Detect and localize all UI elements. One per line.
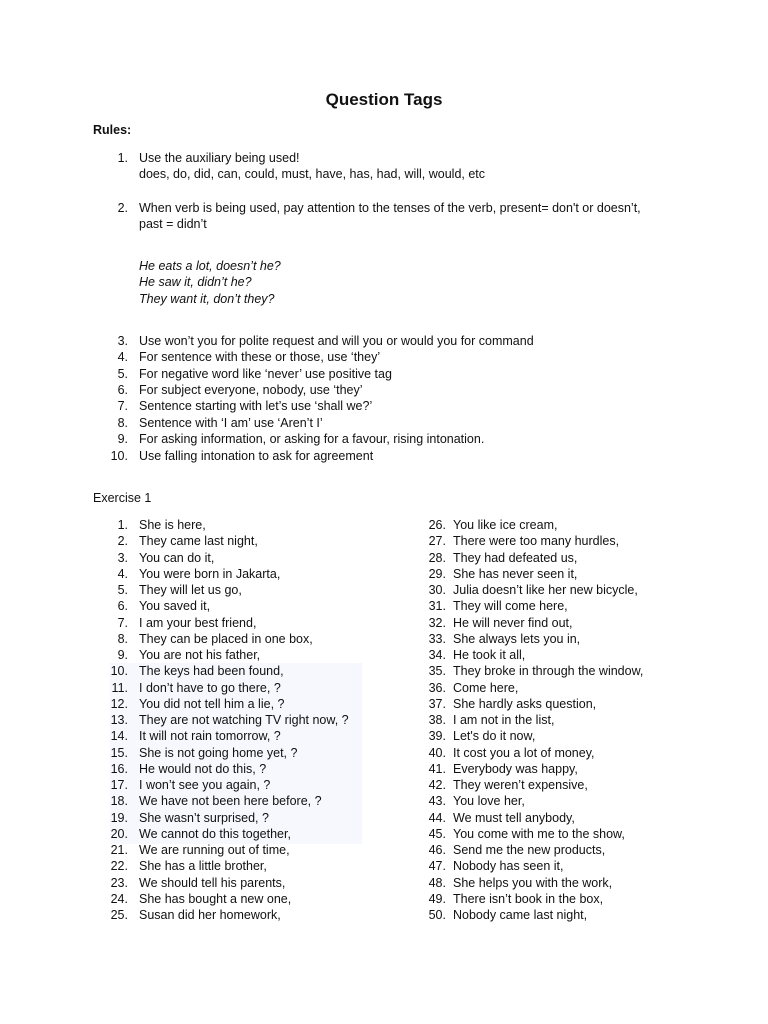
exercise-item (0, 517, 768, 533)
rule-number: 10. (110, 448, 128, 463)
rule-number: 3. (117, 334, 128, 348)
exercise-text: We must tell anybody, (453, 810, 575, 825)
exercise-text: Send me the new products, (453, 843, 606, 857)
exercise-text: They weren’t expensive, (453, 778, 588, 792)
exercise-text: They broke in through the window, (453, 664, 644, 679)
exercise-text: They will let us go, (139, 583, 242, 597)
exercise-item (0, 891, 768, 907)
exercise-number: 1. (117, 518, 128, 532)
exercise-text: Julia doesn’t like her new bicycle, (453, 583, 638, 597)
rule-number: 6. (117, 383, 128, 398)
exercise-text: He took it all, (453, 648, 526, 662)
exercise-number: 46. (428, 843, 446, 857)
rule-item (0, 150, 768, 166)
exercise-item (0, 858, 768, 874)
exercise-text: You can do it, (139, 550, 215, 565)
exercise-number: 21. (110, 843, 128, 857)
exercise-text: They came last night, (139, 534, 258, 549)
exercise-text: She has never seen it, (453, 566, 578, 581)
exercise-text: It cost you a lot of money, (453, 745, 595, 760)
exercise-text: Everybody was happy, (453, 761, 578, 776)
rule-text: For negative word like ‘never’ use positive tag (139, 366, 392, 381)
rule-text: Use falling intonation to ask for agreement (139, 448, 374, 463)
exercise-number: 15. (110, 745, 128, 760)
exercise-number: 41. (428, 761, 446, 776)
exercise-number: 39. (428, 729, 446, 744)
exercise-text: There isn’t book in the box, (453, 891, 604, 906)
exercise-item (0, 875, 768, 891)
exercise-item (0, 615, 768, 631)
exercise-number: 25. (110, 908, 128, 922)
exercise-text: I don’t have to go there, ? (139, 680, 281, 695)
exercise-number: 26. (428, 518, 446, 532)
exercise-item (0, 631, 768, 647)
exercise-item (0, 826, 768, 842)
exercise-text: He would not do this, ? (139, 761, 267, 776)
exercise-number: 33. (428, 631, 446, 646)
exercise-number: 27. (428, 534, 446, 549)
exercise-number: 2. (117, 534, 128, 549)
exercise-number: 29. (428, 566, 446, 581)
rule-item (0, 431, 768, 447)
exercise-text: She helps you with the work, (453, 875, 613, 890)
exercise-item (0, 566, 768, 582)
exercise-text: She hardly asks question, (453, 696, 597, 711)
exercise-number: 4. (117, 566, 128, 581)
rule-text: Sentence with ‘I am’ use ‘Aren’t I’ (139, 415, 323, 430)
exercise-text: You come with me to the show, (453, 826, 625, 841)
exercise-text: Nobody has seen it, (453, 859, 564, 874)
rule-number: 4. (117, 350, 128, 365)
exercise-text: They can be placed in one box, (139, 631, 313, 646)
page-title: Question Tags (325, 90, 443, 109)
exercise-number: 7. (117, 615, 128, 630)
rule-text: Use the auxiliary being used! (139, 151, 300, 165)
exercise-text: Come here, (453, 680, 519, 695)
exercise-item (0, 907, 768, 923)
rule-number: 7. (117, 399, 128, 414)
exercise-text: She wasn’t surprised, ? (139, 810, 269, 825)
rule-text: For subject everyone, nobody, use ‘they’ (139, 383, 363, 398)
exercise-text: We cannot do this together, (139, 826, 291, 841)
exercise-number: 37. (428, 696, 446, 711)
exercise-number: 8. (117, 631, 128, 646)
exercise-number: 38. (428, 713, 446, 727)
rule-item (0, 382, 768, 398)
rule-item (0, 349, 768, 365)
exercise-item (0, 745, 768, 761)
rule-text-continuation: past = didn’t (139, 217, 207, 231)
exercise-number: 3. (117, 550, 128, 565)
exercise-text: You were born in Jakarta, (139, 566, 281, 581)
rule-number: 9. (117, 432, 128, 447)
exercise-number: 47. (428, 859, 446, 874)
exercise-number: 6. (117, 599, 128, 614)
rule-item (0, 398, 768, 414)
exercise-text: She is not going home yet, ? (139, 745, 298, 760)
exercise-text: You are not his father, (139, 648, 261, 662)
exercise-item (0, 680, 768, 696)
exercise-number: 22. (110, 859, 128, 874)
exercise-number: 18. (110, 794, 128, 809)
rule-text: For sentence with these or those, use ‘they’ (139, 350, 381, 365)
exercise-number: 30. (428, 583, 446, 597)
exercise-item (0, 761, 768, 777)
rule-number: 5. (117, 366, 128, 381)
exercise-text: They had defeated us, (453, 550, 578, 565)
exercise-text: They are not watching TV right now, ? (139, 713, 349, 727)
rules-heading: Rules: (93, 123, 132, 137)
exercise-item (0, 663, 768, 679)
exercise-number: 32. (428, 615, 446, 630)
rule-item (0, 200, 768, 216)
rule-number: 1. (117, 151, 128, 165)
exercise-number: 45. (428, 826, 446, 841)
exercise-text: They will come here, (453, 599, 568, 614)
exercise-number: 43. (428, 794, 446, 809)
exercise-text: There were too many hurdles, (453, 534, 620, 549)
exercise-number: 50. (428, 908, 446, 922)
exercise-item (0, 550, 768, 566)
exercise-text: I won’t see you again, ? (139, 778, 271, 792)
exercise-number: 13. (110, 713, 128, 727)
exercise-text: We are running out of time, (139, 843, 290, 857)
exercise-text: I am your best friend, (139, 615, 257, 630)
exercise-number: 24. (110, 891, 128, 906)
exercise-number: 12. (110, 696, 128, 711)
exercise-number: 20. (110, 826, 128, 841)
exercise-text: Susan did her homework, (139, 908, 281, 922)
exercise-text: Nobody came last night, (453, 908, 588, 922)
rule-text: Use won’t you for polite request and will you or would you for command (139, 334, 534, 348)
exercise-number: 11. (111, 680, 128, 695)
rule-text: Sentence starting with let’s use ‘shall we?’ (139, 399, 373, 414)
exercise-item (0, 647, 768, 663)
exercise-number: 23. (110, 875, 128, 890)
exercise-item (0, 842, 768, 858)
exercise-text: She has a little brother, (139, 859, 267, 874)
rule-item (0, 448, 768, 464)
exercise-text: You did not tell him a lie, ? (139, 696, 285, 711)
exercise-item (0, 793, 768, 809)
exercise-text: It will not rain tomorrow, ? (139, 729, 281, 744)
example-sentence: He saw it, didn’t he? (139, 275, 252, 289)
exercise-number: 19. (110, 810, 128, 825)
exercise-number: 34. (428, 648, 446, 662)
rule-number: 8. (117, 415, 128, 430)
exercise-text: We have not been here before, ? (139, 794, 322, 809)
exercise-number: 36. (428, 680, 446, 695)
exercise-text: You love her, (453, 794, 525, 809)
exercise-number: 35. (428, 664, 446, 679)
exercise-text: We should tell his parents, (139, 875, 286, 890)
exercise-number: 48. (428, 875, 446, 890)
example-sentence: He eats a lot, doesn’t he? (139, 259, 281, 273)
exercise-item (0, 777, 768, 793)
exercise-item (0, 810, 768, 826)
exercise-number: 10. (110, 664, 128, 679)
exercise-number: 28. (428, 550, 446, 565)
exercise-item (0, 582, 768, 598)
rule-text: For asking information, or asking for a favour, rising intonation. (139, 432, 485, 447)
exercise-item (0, 696, 768, 712)
exercise-number: 5. (117, 583, 128, 597)
rule-item (0, 366, 768, 382)
exercise-text: I am not in the list, (453, 713, 555, 727)
exercise-text: She has bought a new one, (139, 891, 292, 906)
exercise-number: 16. (110, 761, 128, 776)
exercise-text: She is here, (139, 518, 206, 532)
example-sentence: They want it, don’t they? (139, 292, 275, 306)
exercise-number: 9. (117, 648, 128, 662)
exercise-text: He will never find out, (453, 615, 573, 630)
exercise-text: She always lets you in, (453, 631, 581, 646)
rule-item (0, 415, 768, 431)
exercise-number: 40. (428, 745, 446, 760)
exercise-item (0, 728, 768, 744)
exercise-number: 31. (428, 599, 446, 614)
exercise-number: 14. (110, 729, 128, 744)
rule-number: 2. (117, 201, 128, 215)
exercise-heading: Exercise 1 (93, 491, 152, 505)
exercise-number: 42. (428, 778, 446, 792)
exercise-number: 44. (428, 810, 446, 825)
exercise-text: You saved it, (139, 599, 211, 614)
exercise-number: 49. (428, 891, 446, 906)
exercise-text: You like ice cream, (453, 518, 558, 532)
rule-item (0, 333, 768, 349)
exercise-text: Let's do it now, (453, 729, 536, 744)
exercise-item (0, 712, 768, 728)
rule-text: When verb is being used, pay attention to the tenses of the verb, present= don't or doesn’t, (139, 201, 641, 215)
exercise-item (0, 598, 768, 614)
exercise-item (0, 533, 768, 549)
exercise-number: 17. (110, 778, 128, 792)
exercise-text: The keys had been found, (139, 664, 284, 679)
rule-text-continuation: does, do, did, can, could, must, have, has, had, will, would, etc (139, 167, 486, 181)
